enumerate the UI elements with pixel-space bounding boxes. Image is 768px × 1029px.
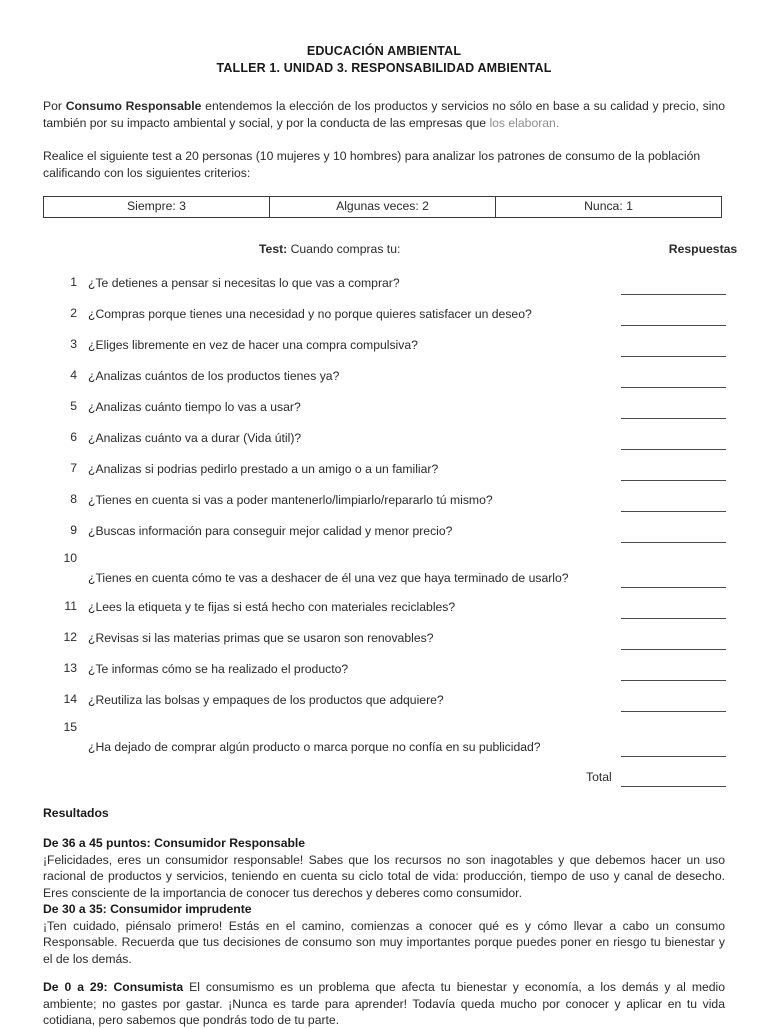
question-number: 6 (70, 430, 77, 444)
question-row-6 (43, 427, 725, 458)
question-row-11 (43, 596, 725, 627)
question-text: ¿Te detienes a pensar si necesitas lo que vas a comprar? (88, 276, 400, 290)
question-text: ¿Eliges libremente en vez de hacer una compra compulsiva? (88, 338, 418, 352)
question-row-7 (43, 458, 725, 489)
answer-blank-7[interactable] (621, 480, 726, 481)
question-number: 4 (70, 368, 77, 382)
answer-blank-6[interactable] (621, 449, 726, 450)
intro-lead-bold: Consumo Responsable (65, 99, 202, 113)
result-heading: De 0 a 29: Consumista (43, 980, 184, 995)
answer-blank-3[interactable] (621, 356, 726, 357)
question-text: ¿Analizas cuántos de los productos tienes ya? (88, 369, 340, 383)
criteria-cell-siempre: Siempre: 3 (44, 197, 270, 218)
test-label-bold: Test: (259, 242, 288, 256)
answer-blank-13[interactable] (621, 680, 726, 681)
question-number: 15 (63, 720, 77, 734)
question-text: ¿Ha dejado de comprar algún producto o marca porque no confía en su publicidad? (88, 740, 541, 754)
question-text: ¿Compras porque tienes una necesidad y no porque quieres satisfacer un deseo? (88, 307, 532, 321)
question-text: ¿Analizas si podrias pedirlo prestado a un amigo o a un familiar? (88, 462, 439, 476)
question-row-15 (43, 720, 725, 765)
instructions-paragraph: Realice el siguiente test a 20 personas (10 mujeres y 10 hombres) para analizar los patrones de consumo de la población calificando con los siguientes criterios: (43, 149, 701, 180)
question-number: 13 (63, 661, 77, 675)
test-header-row (43, 242, 738, 260)
intro-lead-prefix: Por (43, 99, 66, 113)
question-text: ¿Te informas cómo se ha realizado el producto? (88, 662, 349, 676)
total-label: Total (586, 770, 612, 784)
question-row-1 (43, 272, 725, 303)
question-row-3 (43, 334, 725, 365)
question-number: 5 (70, 399, 77, 413)
total-row (43, 765, 725, 791)
result-body: El consumismo es un problema que afecta tu bienestar y economía, a los demás y al medio ambiente; no gastes por gastar. ¡Nunca es tarde para aprender! Todavía queda mucho por conocer y aplicar en tu vida cotidiana, pero sabemos que pondrás todo de tu parte. (43, 980, 726, 1028)
answer-blank-9[interactable] (621, 542, 726, 543)
result-body: ¡Ten cuidado, piénsalo primero! Estás en el camino, comienzas a conocer qué es y cómo llevar a cabo un consumo Responsable. Recuerda que tus decisiones de consumo son muy importantes porque puedes poner en riesgo tu bienestar y el de los demás. (43, 918, 725, 966)
question-row-10 (43, 551, 725, 596)
table-row (44, 197, 722, 218)
results-section (43, 805, 725, 1029)
question-text: ¿Analizas cuánto tiempo lo vas a usar? (88, 400, 301, 414)
answer-blank-1[interactable] (621, 294, 726, 295)
test-label-rest: Cuando compras tu: (287, 242, 401, 256)
question-row-4 (43, 365, 725, 396)
question-number: 2 (70, 306, 77, 320)
question-row-5 (43, 396, 725, 427)
result-heading: De 36 a 45 puntos: Consumidor Responsable (43, 836, 306, 850)
answer-blank-15[interactable] (621, 756, 726, 757)
question-number: 14 (63, 692, 77, 706)
question-number: 1 (70, 275, 77, 289)
criteria-table (43, 196, 722, 218)
question-text: ¿Analizas cuánto va a durar (Vida útil)? (88, 431, 302, 445)
results-section-title: Resultados (43, 806, 109, 820)
answer-blank-5[interactable] (621, 418, 726, 419)
intro-paragraph (43, 98, 725, 131)
answer-blank-8[interactable] (621, 511, 726, 512)
question-number: 11 (64, 599, 77, 613)
question-number: 3 (70, 337, 77, 351)
question-row-2 (43, 303, 725, 334)
question-row-9 (43, 520, 725, 551)
result-group-responsable (43, 835, 725, 901)
question-text: ¿Tienes en cuenta cómo te vas a deshacer de él una vez que haya terminado de usarlo? (88, 571, 569, 585)
answer-blank-12[interactable] (621, 649, 726, 650)
test-label (259, 242, 400, 256)
question-text: ¿Buscas información para conseguir mejor calidad y menor precio? (88, 524, 453, 538)
answer-blank-14[interactable] (621, 711, 726, 712)
page-title (43, 0, 725, 77)
question-text: ¿Tienes en cuenta si vas a poder mantenerlo/limpiarlo/repararlo tú mismo? (88, 493, 493, 507)
question-text: ¿Reutiliza las bolsas y empaques de los productos que adquiere? (88, 693, 444, 707)
question-text: ¿Lees la etiqueta y te fijas si está hecho con materiales reciclables? (88, 600, 456, 614)
result-heading: De 30 a 35: Consumidor imprudente (43, 902, 252, 916)
question-row-8 (43, 489, 725, 520)
result-group-consumista (43, 979, 725, 1029)
question-number: 10 (63, 551, 77, 565)
question-row-13 (43, 658, 725, 689)
question-number: 8 (70, 492, 77, 506)
answers-column-header: Respuestas (668, 242, 738, 256)
answer-blank-2[interactable] (621, 325, 726, 326)
answer-blank-4[interactable] (621, 387, 726, 388)
intro-lead-gray: los elaboran. (489, 115, 560, 130)
result-body: ¡Felicidades, eres un consumidor responsable! Sabes que los recursos no son inagotables y que debemos hacer un uso racional de productos y servicios, teniendo en cuenta su ciclo total de vida: producción, tiempo de uso y canal de desecho. Eres consciente de la importancia de conocer tus derechos y deberes como consumidor. (43, 852, 725, 900)
question-row-14 (43, 689, 725, 720)
criteria-cell-nunca: Nunca: 1 (496, 197, 722, 218)
result-group-imprudente (43, 901, 725, 967)
title-line-1: EDUCACIÓN AMBIENTAL (306, 44, 462, 58)
question-row-12 (43, 627, 725, 658)
total-blank[interactable] (621, 786, 726, 787)
question-number: 7 (70, 461, 77, 475)
title-line-2: TALLER 1. UNIDAD 3. RESPONSABILIDAD AMBIENTAL (216, 61, 552, 75)
question-text: ¿Revisas si las materias primas que se usaron son renovables? (88, 631, 434, 645)
answer-blank-10[interactable] (621, 587, 726, 588)
answer-blank-11[interactable] (621, 618, 726, 619)
question-number: 9 (70, 523, 77, 537)
result-inline-paragraph (43, 979, 725, 1029)
question-number: 12 (63, 630, 77, 644)
questions-list (43, 272, 725, 791)
intro-lead-rest: entendemos la elección de los productos y servicios no sólo en base a su calidad y precio, sino también por su impacto ambiental y social, y por la conducta de las empresas que (43, 99, 726, 130)
criteria-cell-algunas-veces: Algunas veces: 2 (270, 197, 496, 218)
